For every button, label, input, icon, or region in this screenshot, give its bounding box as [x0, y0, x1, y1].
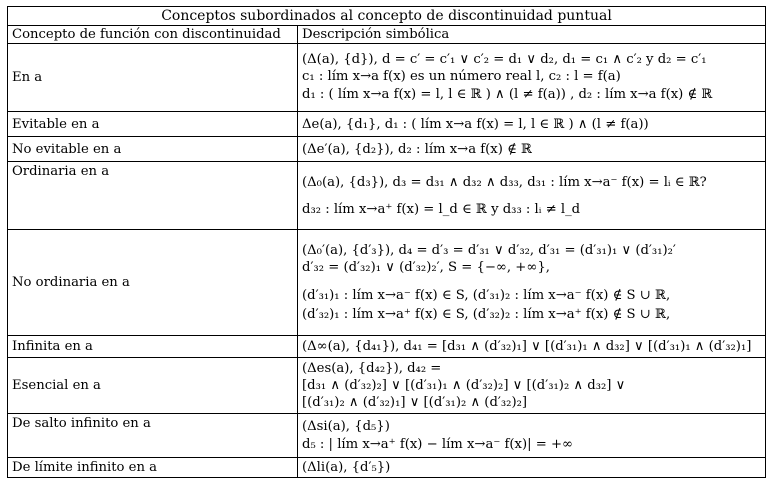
row-name: De límite infinito en a	[8, 458, 298, 478]
row-desc	[298, 414, 766, 458]
col1-header: Concepto de función con discontinuidad	[8, 26, 298, 44]
desc-line: (Δ∞(a), {d₄₁}), d₄₁ = [d₃₁ ∧ (d′₃₂)₁] ∨ [(d′₃₁)₁ ∧ d₃₂] ∨ [(d′₃₁)₁ ∧ (d′₃₂)₁]	[302, 339, 752, 354]
row-desc	[298, 44, 766, 112]
table-row	[8, 414, 766, 458]
desc-line: d′₃₂ = (d′₃₂)₁ ∨ (d′₃₂)₂′, S = {−∞, +∞},	[302, 259, 550, 275]
row-name: De salto infinito en a	[8, 414, 298, 458]
col2-header: Descripción simbólica	[298, 26, 766, 44]
row-desc	[298, 112, 766, 137]
row-desc	[298, 162, 766, 230]
row-name: Ordinaria en a	[8, 162, 298, 230]
desc-line: Δe(a), {d₁}, d₁ : ( lím x→a f(x) = l, l ∈ ℝ ) ∧ (l ≠ f(a))	[302, 116, 649, 132]
row-name: Esencial en a	[8, 358, 298, 414]
row-desc	[298, 458, 766, 478]
row-desc	[298, 358, 766, 414]
desc-line: d₁ : ( lím x→a f(x) = l, l ∈ ℝ ) ∧ (l ≠ f(a)) , d₂ : lím x→a f(x) ∉ ℝ	[302, 87, 713, 102]
table-row	[8, 336, 766, 358]
table-row	[8, 44, 766, 112]
row-name: No evitable en a	[8, 137, 298, 162]
row-name: No ordinaria en a	[8, 230, 298, 336]
desc-line: (Δ₀′(a), {d′₃}), d₄ = d′₃ = d′₃₁ ∨ d′₃₂, d′₃₁ = (d′₃₁)₁ ∨ (d′₃₁)₂′	[302, 242, 676, 258]
row-name: Evitable en a	[8, 112, 298, 137]
table-row	[8, 162, 766, 230]
row-desc	[298, 336, 766, 358]
desc-line: (Δli(a), {d′₅})	[302, 460, 391, 475]
desc-line: (Δe′(a), {d₂}), d₂ : lím x→a f(x) ∉ ℝ	[302, 141, 532, 157]
table-row	[8, 358, 766, 414]
desc-line: c₁ : lím x→a f(x) es un número real l, c₂ : l = f(a)	[302, 69, 621, 84]
row-desc	[298, 137, 766, 162]
concept-table	[7, 6, 766, 478]
desc-line: [d₃₁ ∧ (d′₃₂)₂] ∨ [(d′₃₁)₁ ∧ (d′₃₂)₂] ∨ [(d′₃₁)₂ ∧ d₃₂] ∨	[302, 378, 626, 393]
row-name: En a	[8, 44, 298, 112]
desc-line: (d′₃₂)₁ : lím x→a⁺ f(x) ∈ S, (d′₃₂)₂ : lím x→a⁺ f(x) ∉ S ∪ ℝ,	[302, 306, 671, 322]
table-title: Conceptos subordinados al concepto de discontinuidad puntual	[8, 7, 766, 26]
table-row	[8, 112, 766, 137]
desc-line: (Δes(a), {d₄₂}), d₄₂ =	[302, 361, 442, 376]
desc-line: (Δsi(a), {d₅})	[302, 418, 390, 434]
table-row	[8, 137, 766, 162]
desc-line: d₃₂ : lím x→a⁺ f(x) = l_d ∈ ℝ y d₃₃ : lᵢ ≠ l_d	[302, 201, 581, 217]
concept-table-container	[7, 6, 766, 478]
desc-line: [(d′₃₁)₂ ∧ (d′₃₂)₁] ∨ [(d′₃₁)₂ ∧ (d′₃₂)₂]	[302, 395, 528, 410]
desc-line: (Δ(a), {d}), d = c′ = c′₁ ∨ c′₂ = d₁ ∨ d₂, d₁ = c₁ ∧ c′₂ y d₂ = c′₁	[302, 52, 707, 67]
table-row	[8, 230, 766, 336]
row-name: Infinita en a	[8, 336, 298, 358]
table-row	[8, 458, 766, 478]
desc-line: (d′₃₁)₁ : lím x→a⁻ f(x) ∈ S, (d′₃₁)₂ : lím x→a⁻ f(x) ∉ S ∪ ℝ,	[302, 287, 671, 303]
header-row	[8, 26, 766, 44]
desc-line: d₅ : | lím x→a⁺ f(x) − lím x→a⁻ f(x)| = +∞	[302, 436, 574, 452]
row-desc	[298, 230, 766, 336]
desc-line: (Δ₀(a), {d₃}), d₃ = d₃₁ ∧ d₃₂ ∧ d₃₃, d₃₁ : lím x→a⁻ f(x) = lᵢ ∈ ℝ?	[302, 174, 707, 190]
title-row	[8, 7, 766, 26]
